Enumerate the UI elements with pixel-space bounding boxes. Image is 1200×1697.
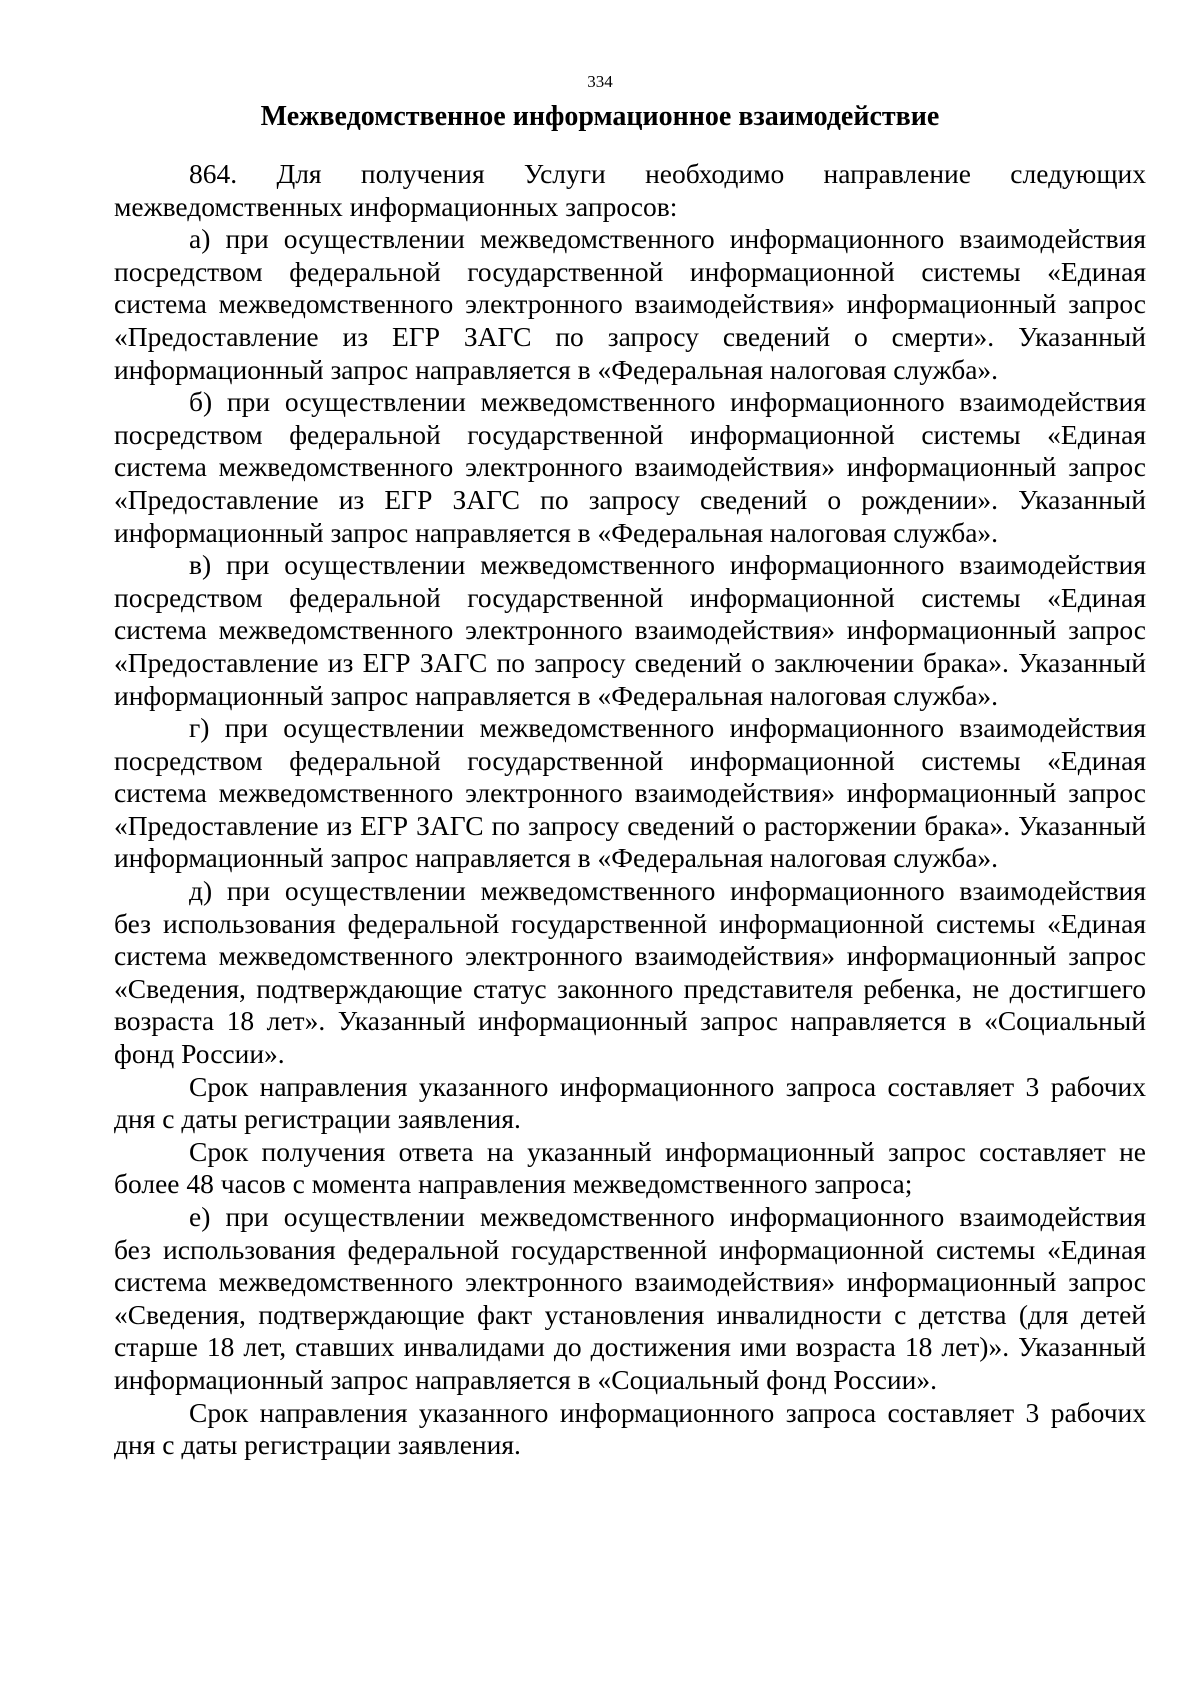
paragraph-response-deadline: Срок получения ответа на указанный информационный запрос составляет не более 48 часов с момента направления межведомственного запроса; (114, 1135, 1146, 1200)
page-number: 334 (587, 72, 613, 91)
paragraph-item-e: е) при осуществлении межведомственного информационного взаимодействия без использования федеральной государственной информационной системы «Единая система межведомственного электронного взаимодействия» информационный запрос «Сведения, подтверждающие факт установления инвалидности с детства (для детей старше 18 лет, ставших инвалидами до достижения ими возраста 18 лет)». Указанный информационный запрос направляется в «Социальный фонд России». (114, 1201, 1146, 1395)
paragraph-send-deadline: Срок направления указанного информационного запроса составляет 3 рабочих дня с даты регистрации заявления. (114, 1070, 1146, 1135)
paragraph-item-a: а) при осуществлении межведомственного информационного взаимодействия посредством федеральной государственной информационной системы «Единая система межведомственного электронного взаимодействия» информационный запрос «Предоставление из ЕГР ЗАГС по запросу сведений о смерти». Указанный информационный запрос направляется в «Федеральная налоговая служба». (114, 223, 1146, 385)
paragraph-item-d: д) при осуществлении межведомственного информационного взаимодействия без использования федеральной государственной информационной системы «Единая система межведомственного электронного взаимодействия» информационный запрос «Сведения, подтверждающие статус законного представителя ребенка, не достигшего возраста 18 лет». Указанный информационный запрос направляется в «Социальный фонд России». (114, 875, 1146, 1070)
paragraph-send-deadline-2: Срок направления указанного информационного запроса составляет 3 рабочих дня с даты регистрации заявления. (114, 1396, 1146, 1461)
paragraph-item-v: в) при осуществлении межведомственного информационного взаимодействия посредством федеральной государственной информационной системы «Единая система межведомственного электронного взаимодействия» информационный запрос «Предоставление из ЕГР ЗАГС по запросу сведений о заключении брака». Указанный информационный запрос направляется в «Федеральная налоговая служба». (114, 549, 1146, 711)
document-body (114, 158, 1146, 1462)
paragraph-864-intro: 864. Для получения Услуги необходимо направление следующих межведомственных информационных запросов: (114, 158, 1146, 222)
section-title: Межведомственное информационное взаимодействие (260, 101, 940, 132)
paragraph-item-g: г) при осуществлении межведомственного информационного взаимодействия посредством федеральной государственной информационной системы «Единая система межведомственного электронного взаимодействия» информационный запрос «Предоставление из ЕГР ЗАГС по запросу сведений о расторжении брака». Указанный информационный запрос направляется в «Федеральная налоговая служба». (114, 712, 1146, 874)
paragraph-item-b: б) при осуществлении межведомственного информационного взаимодействия посредством федеральной государственной информационной системы «Единая система межведомственного электронного взаимодействия» информационный запрос «Предоставление из ЕГР ЗАГС по запросу сведений о рождении». Указанный информационный запрос направляется в «Федеральная налоговая служба». (114, 386, 1146, 548)
